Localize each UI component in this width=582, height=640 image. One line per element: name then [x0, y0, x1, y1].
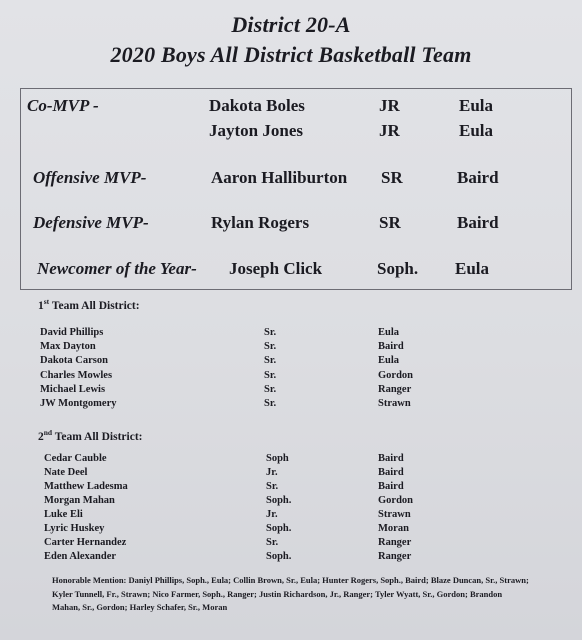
award-row	[21, 168, 571, 194]
player-class: Sr.	[264, 384, 277, 395]
award-player-school: Baird	[457, 213, 499, 232]
player-school: Ranger	[378, 537, 412, 548]
award-row	[21, 96, 571, 122]
player-name: Michael Lewis	[40, 384, 106, 395]
player-school: Baird	[378, 341, 404, 352]
award-row	[21, 259, 571, 285]
player-school: Gordon	[378, 370, 414, 381]
award-player-class: SR	[381, 168, 403, 187]
honorable-mention: Honorable Mention: Daniyl Phillips, Soph., Eula; Collin Brown, Sr., Eula; Hunter Rogers, Soph., Baird; Blaze Duncan, Sr., Strawn; Kyler Tunnell, Fr., Strawn; Nico Farmer, Soph., Ranger; Justin Richardson, Jr., Ranger; Tyler Wyatt, Sr., Gordon; Brandon Mahan, Sr., Gordon; Harley Schafer, Sr., Moran	[52, 575, 529, 612]
player-class: Sr.	[264, 398, 277, 409]
first-team-heading-text: Team All District:	[51, 299, 140, 312]
player-school: Baird	[378, 481, 404, 492]
player-school: Moran	[378, 523, 409, 534]
award-player-class: JR	[379, 96, 400, 115]
player-name: Charles Mowles	[40, 370, 113, 381]
player-name: Morgan Mahan	[44, 495, 115, 506]
award-label: Co-MVP -	[27, 96, 99, 115]
player-class: Soph.	[266, 551, 292, 562]
player-name: David Phillips	[40, 327, 104, 338]
award-player-name: Joseph Click	[229, 259, 323, 278]
award-label: Offensive MVP-	[33, 168, 147, 187]
player-class: Soph.	[266, 495, 292, 506]
award-player-class: SR	[379, 213, 401, 232]
award-label: Defensive MVP-	[33, 213, 149, 232]
player-name: Carter Hernandez	[44, 537, 127, 548]
player-school: Gordon	[378, 495, 414, 506]
player-school: Eula	[378, 355, 400, 366]
player-name: Cedar Cauble	[44, 453, 107, 464]
award-player-name: Aaron Halliburton	[211, 168, 348, 187]
player-school: Ranger	[378, 551, 412, 562]
award-player-name: Rylan Rogers	[211, 213, 310, 232]
second-team-heading-text: Team All District:	[54, 430, 143, 443]
second-team-ordinal: 2	[38, 430, 44, 443]
page-subtitle: 2020 Boys All District Basketball Team	[110, 42, 472, 67]
award-label: Newcomer of the Year-	[37, 259, 197, 278]
player-name: Dakota Carson	[40, 355, 108, 366]
player-class: Sr.	[264, 370, 277, 381]
award-player-name: Jayton Jones	[209, 121, 303, 140]
second-team-heading	[38, 428, 143, 443]
first-team-ordinal: 1	[38, 299, 44, 312]
award-player-school: Eula	[459, 121, 494, 140]
player-name: Lyric Huskey	[44, 523, 105, 534]
player-name: Matthew Ladesma	[44, 481, 128, 492]
player-class: Sr.	[266, 481, 279, 492]
player-name: Eden Alexander	[44, 551, 117, 562]
award-player-class: JR	[379, 121, 400, 140]
player-class: Sr.	[264, 341, 277, 352]
award-player-name: Dakota Boles	[209, 96, 305, 115]
award-player-class: Soph.	[377, 259, 419, 278]
player-class: Jr.	[266, 467, 278, 478]
award-player-school: Eula	[455, 259, 490, 278]
player-school: Ranger	[378, 384, 412, 395]
player-school: Eula	[378, 327, 400, 338]
player-class: Sr.	[264, 355, 277, 366]
second-team-ordinal-suffix: nd	[43, 428, 53, 437]
player-class: Jr.	[266, 509, 278, 520]
player-name: Nate Deel	[44, 467, 88, 478]
player-school: Baird	[378, 453, 404, 464]
player-class: Sr.	[264, 327, 277, 338]
award-player-school: Baird	[457, 168, 499, 187]
player-school: Strawn	[378, 398, 411, 409]
player-class: Soph	[266, 453, 289, 464]
page-title: District 20-A	[231, 12, 351, 37]
award-row	[21, 213, 571, 239]
player-class: Soph.	[266, 523, 292, 534]
player-class: Sr.	[266, 537, 279, 548]
first-team-ordinal-suffix: st	[43, 297, 50, 306]
player-name: JW Montgomery	[40, 398, 117, 409]
player-name: Luke Eli	[44, 509, 83, 520]
award-player-school: Eula	[459, 96, 494, 115]
player-name: Max Dayton	[40, 341, 96, 352]
awards-box	[20, 88, 572, 290]
award-row	[21, 121, 571, 147]
first-team-heading	[38, 297, 140, 312]
player-school: Baird	[378, 467, 404, 478]
player-school: Strawn	[378, 509, 411, 520]
